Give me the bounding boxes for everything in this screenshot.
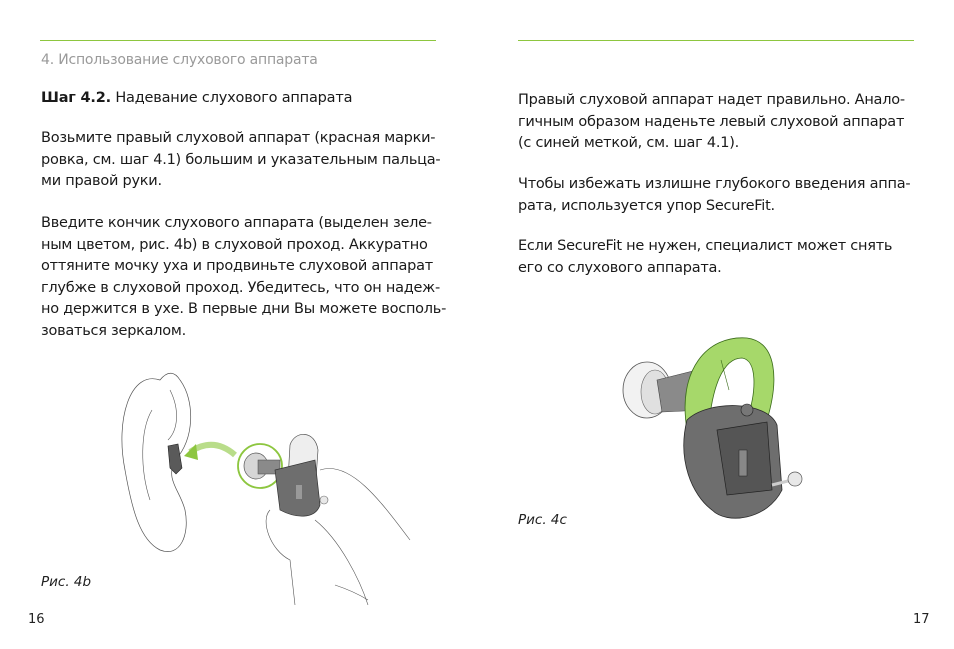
- text-line: (с синей меткой, см. шаг 4.1).: [518, 135, 739, 151]
- figure-4b-illustration: [120, 360, 420, 605]
- text-line: зоваться зеркалом.: [41, 322, 186, 339]
- text-line: оттяните мочку уха и продвиньте слуховой аппарат: [41, 258, 433, 274]
- text-line: Чтобы избежать излишне глубокого введения аппа-: [518, 176, 911, 192]
- instruction-paragraph-3: [518, 236, 892, 279]
- step-title: Надевание слухового аппарата: [110, 90, 353, 106]
- text-line: Правый слуховой аппарат надет правильно. Анало-: [518, 92, 905, 108]
- step-label: Шаг 4.2.: [41, 90, 111, 106]
- figure-4c-caption: Рис. 4c: [518, 512, 567, 528]
- text-line: рата, используется упор SecureFit.: [518, 197, 775, 214]
- page-number-left: 16: [28, 612, 45, 627]
- text-line: Введите кончик слухового аппарата (выделен зеле-: [41, 215, 432, 231]
- page-number-right: 17: [913, 612, 930, 627]
- text-line: его со слухового аппарата.: [518, 259, 722, 276]
- section-title: 4. Использование слухового аппарата: [41, 52, 318, 68]
- instruction-paragraph-1: [518, 90, 905, 155]
- text-line: ным цветом, рис. 4b) в слуховой проход. Аккуратно: [41, 236, 428, 253]
- header-rule: [518, 40, 914, 41]
- text-line: гичным образом наденьте левый слуховой аппарат: [518, 113, 905, 130]
- text-line: Возьмите правый слуховой аппарат (красная марки-: [41, 130, 436, 146]
- text-line: но держится в ухе. В первые дни Вы можете восполь-: [41, 301, 447, 317]
- step-heading: [41, 90, 352, 106]
- instruction-paragraph-2: [518, 174, 910, 217]
- text-line: ми правой руки.: [41, 173, 162, 189]
- text-line: ровка, см. шаг 4.1) большим и указательным пальца-: [41, 151, 441, 168]
- instruction-paragraph-1: [41, 128, 440, 193]
- right-page: [477, 0, 954, 649]
- header-rule: [40, 40, 436, 41]
- figure-4c-illustration: [617, 330, 817, 530]
- text-line: Если SecureFit не нужен, специалист может снять: [518, 238, 893, 254]
- figure-4b-caption: Рис. 4b: [41, 574, 92, 590]
- text-line: глубже в слуховой проход. Убедитесь, что он надеж-: [41, 279, 440, 296]
- instruction-paragraph-2: [41, 213, 446, 342]
